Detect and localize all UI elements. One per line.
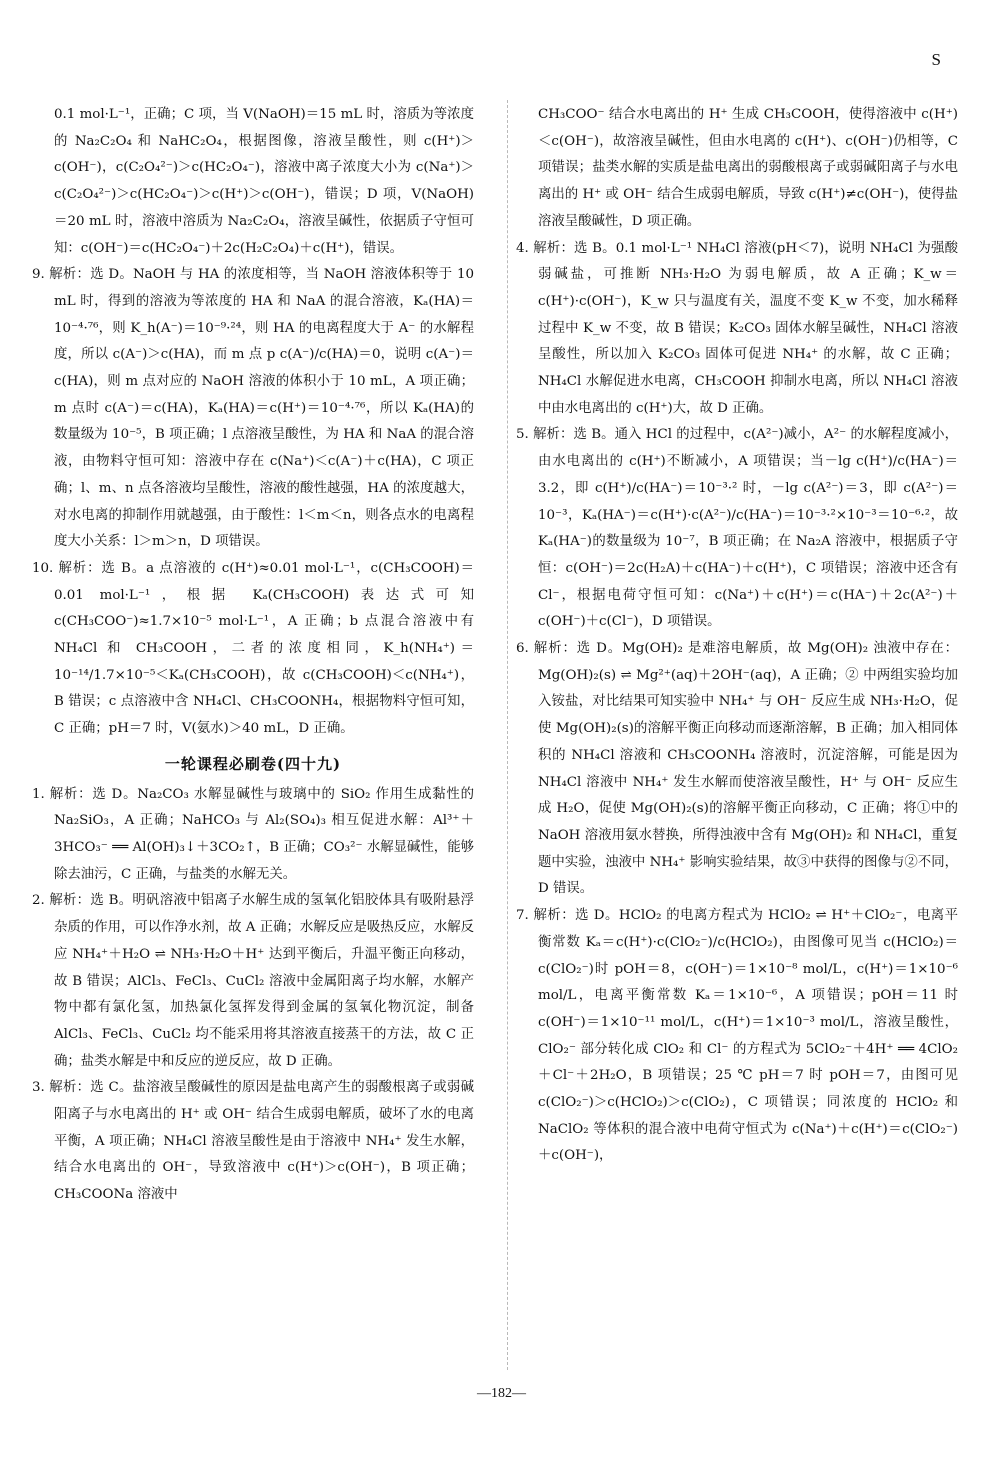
answer-item-1: 1. 解析：选 D。Na₂CO₃ 水解显碱性与玻璃中的 SiO₂ 作用生成黏性的 Na₂SiO₃，A 正确；NaHCO₃ 与 Al₂(SO₄)₃ 相互促进水解：Al³⁺＋3HCO₃⁻ ══ Al(OH)₃↓＋3CO₂↑，B 正确；CO₃²⁻ 水解显碱性，能够除去油污，C 正确，与盐类的水解无关。 [32,786,474,882]
left-column [32,102,474,1209]
answer-item-6: 6. 解析：选 D。Mg(OH)₂ 是难溶电解质，故 Mg(OH)₂ 浊液中存在：Mg(OH)₂(s) ⇌ Mg²⁺(aq)＋2OH⁻(aq)，A 正确；② 中两组实验均加入铵盐，对比结果可知实验中 NH₄⁺ 与 OH⁻ 反应生成 NH₃·H₂O，促使 Mg(OH)₂(s)的溶解平衡正向移动而逐渐溶解，B 正确；加入相同体积的 NH₄Cl 溶液和 CH₃COONH₄ 溶液时，沉淀溶解，可能是因为 NH₄Cl 溶液中 NH₄⁺ 发生水解而使溶液呈酸性，H⁺ 与 OH⁻ 反应生成 H₂O，促使 Mg(OH)₂(s)的溶解平衡正向移动，C 正确；将①中的 NaOH 溶液用氨水替换，所得浊液中含有 Mg(OH)₂ 和 NH₄Cl，重复题中实验，浊液中 NH₄⁺ 影响实验结果，故③中获得的图像与②不同，D 错误。 [516,641,958,897]
section-title: 一轮课程必刷卷(四十九) [164,754,342,773]
answer-item-9: 9. 解析：选 D。NaOH 与 HA 的浓度相等，当 NaOH 溶液体积等于 10 mL 时，得到的溶液为等浓度的 HA 和 NaA 的混合溶液，Kₐ(HA)＝10⁻⁴·⁷⁶，则 K_h(A⁻)＝10⁻⁹·²⁴，则 HA 的电离程度大于 A⁻ 的水解程度，所以 c(A⁻)＞c(HA)，而 m 点 p c(A⁻)/c(HA)＝0，说明 c(A⁻)＝c(HA)，则 m 点对应的 NaOH 溶液的体积小于 10 mL，A 项正确；m 点时 c(A⁻)＝c(HA)，Kₐ(HA)＝c(H⁺)＝10⁻⁴·⁷⁶，所以 Kₐ(HA)的数量级为 10⁻⁵，B 项正确；l 点溶液呈酸性，为 HA 和 NaA 的混合溶液，由物料守恒可知：溶液中存在 c(Na⁺)＜c(A⁻)＋c(HA)，C 项正确；l、m、n 点各溶液均呈酸性，溶液的酸性越强，HA 的浓度越大，对水电离的抑制作用就越强，由于酸性：l＜m＜n，则各点水的电离程度大小关系：l＞m＞n，D 项错误。 [32,267,474,550]
answer-item-10: 10. 解析：选 B。a 点溶液的 c(H⁺)≈0.01 mol·L⁻¹，c(CH₃COOH)＝0.01 mol·L⁻¹，根据 Kₐ(CH₃COOH)表达式可知 c(CH₃COO⁻)≈1.7×10⁻⁵ mol·L⁻¹，A 正确；b 点混合溶液中有 NH₄Cl 和 CH₃COOH，二者的浓度相同，K_h(NH₄⁺)＝10⁻¹⁴/1.7×10⁻⁵＜Kₐ(CH₃COOH)，故 c(CH₃COOH)＜c(NH₄⁺)，B 错误；c 点溶液中含 NH₄Cl、CH₃COONH₄，根据物料守恒可知，C 正确；pH＝7 时，V(氨水)＞40 mL，D 正确。 [32,560,474,737]
paragraph: CH₃COO⁻ 结合水电离出的 H⁺ 生成 CH₃COOH，使得溶液中 c(H⁺)＜c(OH⁻)，故溶液呈碱性，但由水电离的 c(H⁺)、c(OH⁻)仍相等，C 项错误；盐类水解的实质是盐电离出的弱酸根离子或弱碱阳离子与水电离出的 H⁺ 或 OH⁻ 结合生成弱电解质，导致 c(H⁺)≠c(OH⁻)，使得盐溶液呈酸碱性，D 项正确。 [538,107,958,229]
answer-item-2: 2. 解析：选 B。明矾溶液中铝离子水解生成的氢氧化铝胶体具有吸附悬浮杂质的作用，可以作净水剂，故 A 正确；水解反应是吸热反应，水解反应 NH₄⁺＋H₂O ⇌ NH₃·H₂O＋H⁺ 达到平衡后，升温平衡正向移动，故 B 错误；AlCl₃、FeCl₃、CuCl₂ 溶液中金属阳离子均水解，水解产物中都有氯化氢，加热氯化氢挥发得到金属的氢氧化物沉淀，制备 AlCl₃、FeCl₃、CuCl₂ 均不能采用将其溶液直接蒸干的方法，故 C 正确；盐类水解是中和反应的逆反应，故 D 正确。 [32,893,474,1069]
page-number: —182— [477,1386,526,1401]
answer-item-4: 4. 解析：选 B。0.1 mol·L⁻¹ NH₄Cl 溶液(pH＜7)，说明 NH₄Cl 为强酸弱碱盐，可推断 NH₃·H₂O 为弱电解质，故 A 正确；K_w＝c(H⁺)·c(OH⁻)，K_w 只与温度有关，温度不变 K_w 不变，加水稀释过程中 K_w 不变，故 B 错误；K₂CO₃ 固体水解呈碱性，NH₄Cl 溶液呈酸性，所以加入 K₂CO₃ 固体可促进 NH₄⁺ 的水解，故 C 正确；NH₄Cl 水解促进水电离，CH₃COOH 抑制水电离，所以 NH₄Cl 溶液中由水电离出的 c(H⁺)大，故 D 正确。 [516,240,958,416]
corner-letter: S [931,50,941,69]
answer-item-3: 3. 解析：选 C。盐溶液呈酸碱性的原因是盐电离产生的弱酸根离子或弱碱阳离子与水电离出的 H⁺ 或 OH⁻ 结合生成弱电解质，破坏了水的电离平衡，A 项正确；NH₄Cl 溶液呈酸性是由于溶液中 NH₄⁺ 发生水解，结合水电离出的 OH⁻，导致溶液中 c(H⁺)＞c(OH⁻)，B 项正确；CH₃COONa 溶液中 [32,1080,474,1203]
paragraph: 0.1 mol·L⁻¹，正确；C 项，当 V(NaOH)＝15 mL 时，溶质为等浓度的 Na₂C₂O₄ 和 NaHC₂O₄，根据图像，溶液呈酸性，则 c(H⁺)＞c(OH⁻)，c(C₂O₄²⁻)＞c(HC₂O₄⁻)，溶液中离子浓度大小为 c(Na⁺)＞c(C₂O₄²⁻)＞c(HC₂O₄⁻)＞c(H⁺)＞c(OH⁻)，错误；D 项，V(NaOH)＝20 mL 时，溶液中溶质为 Na₂C₂O₄，溶液呈碱性，依据质子守恒可知：c(OH⁻)＝c(HC₂O₄⁻)＋2c(H₂C₂O₄)＋c(H⁺)，错误。 [54,107,474,256]
answer-item-5: 5. 解析：选 B。通入 HCl 的过程中，c(A²⁻)减小，A²⁻ 的水解程度减小，由水电离出的 c(H⁺)不断减小，A 项错误；当－lg c(H⁺)/c(HA⁻)＝3.2，即 c(H⁺)/c(HA⁻)＝10⁻³·² 时，－lg c(A²⁻)＝3，即 c(A²⁻)＝10⁻³，Kₐ(HA⁻)＝c(H⁺)·c(A²⁻)/c(HA⁻)＝10⁻³·²×10⁻³＝10⁻⁶·²，故 Kₐ(HA⁻)的数量级为 10⁻⁷，B 项正确；在 Na₂A 溶液中，根据质子守恒：c(OH⁻)＝2c(H₂A)＋c(HA⁻)＋c(H⁺)，C 项错误；溶液中还含有 Cl⁻，根据电荷守恒可知：c(Na⁺)＋c(H⁺)＝c(HA⁻)＋2c(A²⁻)＋c(OH⁻)＋c(Cl⁻)，D 项错误。 [516,427,958,630]
right-column [516,102,958,1170]
column-divider [507,100,508,1370]
answer-item-7: 7. 解析：选 D。HClO₂ 的电离方程式为 HClO₂ ⇌ H⁺＋ClO₂⁻，电离平衡常数 Kₐ＝c(H⁺)·c(ClO₂⁻)/c(HClO₂)，由图像可见当 c(HClO₂)＝c(ClO₂⁻)时 pOH＝8，c(OH⁻)＝1×10⁻⁸ mol/L，c(H⁺)＝1×10⁻⁶ mol/L，电离平衡常数 Kₐ＝1×10⁻⁶，A 项错误；pOH＝11 时 c(OH⁻)＝1×10⁻¹¹ mol/L，c(H⁺)＝1×10⁻³ mol/L，溶液呈酸性，ClO₂⁻ 部分转化成 ClO₂ 和 Cl⁻ 的方程式为 5ClO₂⁻＋4H⁺ ══ 4ClO₂＋Cl⁻＋2H₂O，B 项错误；25 ℃ pH＝7 时 pOH＝7，由图可见 c(ClO₂⁻)＞c(HClO₂)＞c(ClO₂)，C 项错误；同浓度的 HClO₂ 和 NaClO₂ 等体积的混合液中电荷守恒式为 c(Na⁺)＋c(H⁺)＝c(ClO₂⁻)＋c(OH⁻)， [516,908,958,1164]
